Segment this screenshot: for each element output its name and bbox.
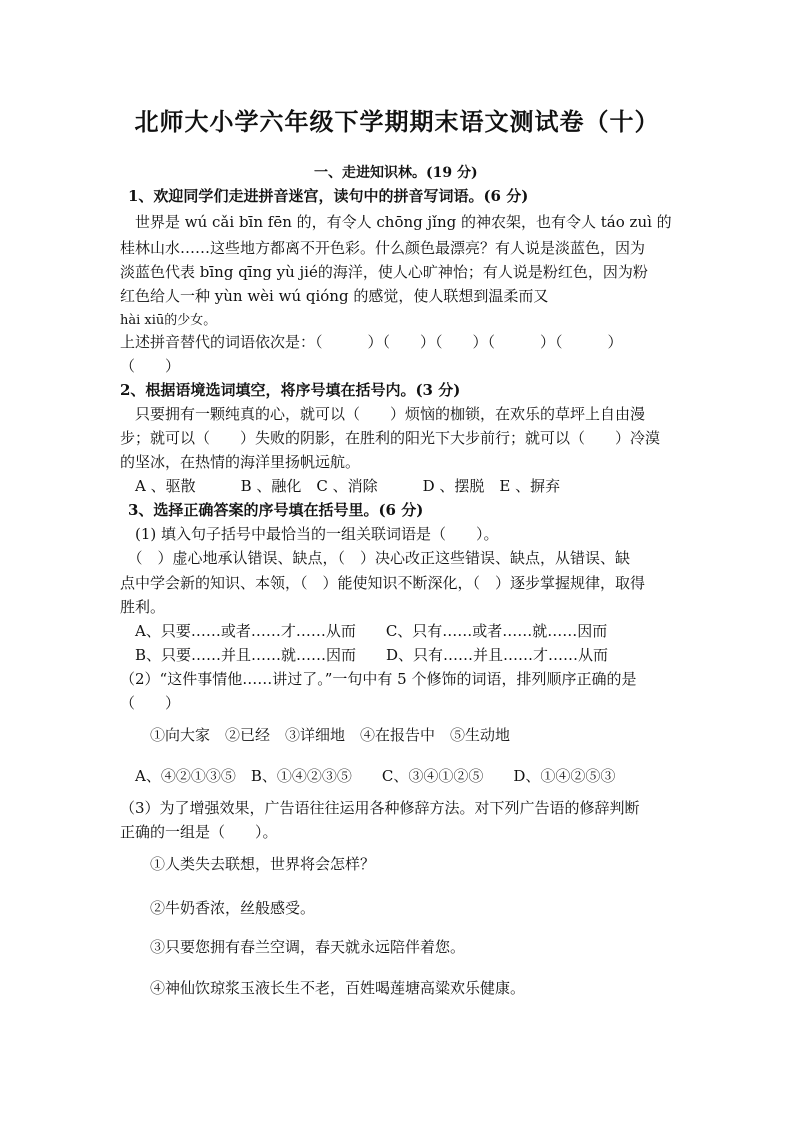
- question-1-text: 桂林山水……这些地方都离不开色彩。什么颜色最漂亮？有人说是淡蓝色，因为: [120, 239, 646, 257]
- question-3-text: (1) 填入句子括号中最恰当的一组关联词语是（ ）。: [120, 525, 499, 543]
- question-1-text: 世界是 wú cǎi bīn fēn 的，有令人 chōng jǐng 的神农架，也有令人 táo zuì 的: [120, 213, 672, 231]
- question-3-options: A、只要……或者……才……从而 C、只有……或者……就……因而: [120, 622, 608, 640]
- question-1-answer-blanks: 上述拼音替代的词语依次是：（ ）（ ）（ ）（ ）（ ）: [120, 333, 623, 351]
- question-2-text: 步；就可以（ ）失败的阴影，在胜利的阳光下大步前行；就可以（ ）冷漠: [120, 429, 661, 447]
- question-3-text: （ ）: [120, 694, 181, 712]
- question-1-heading: 1、欢迎同学们走进拼音迷宫，读句中的拼音写词语。(6 分): [128, 187, 529, 205]
- question-3-item: ①人类失去联想，世界将会怎样？: [120, 855, 376, 873]
- question-3-options: B、只要……并且……就……因而 D、只有……并且……才……从而: [120, 646, 609, 664]
- question-2-text: 只要拥有一颗纯真的心，就可以（ ）烦恼的枷锁，在欢乐的草坪上自由漫: [120, 405, 646, 423]
- question-3-heading: 3、选择正确答案的序号填在括号里。(6 分): [128, 501, 424, 519]
- question-3-text: （3）为了增强效果，广告语往往运用各种修辞方法。对下列广告语的修辞判断: [120, 799, 640, 817]
- question-3-text: 胜利。: [120, 598, 166, 616]
- question-3-item: ②牛奶香浓，丝般感受。: [120, 899, 316, 917]
- question-3-item: ③只要您拥有春兰空调，春天就永远陪伴着您。: [120, 938, 466, 956]
- question-3-text: 点中学会新的知识、本领，（ ）能使知识不断深化，（ ）逐步掌握规律，取得: [120, 574, 646, 592]
- question-3-text: （2）“这件事情他……讲过了。”一句中有 5 个修饰的词语，排列顺序正确的是: [120, 670, 637, 688]
- question-3-item: ④神仙饮琼浆玉液长生不老，百姓喝莲塘高粱欢乐健康。: [120, 979, 526, 997]
- question-3-choices: ①向大家 ②已经 ③详细地 ④在报告中 ⑤生动地: [120, 726, 511, 744]
- question-1-text: 红色给人一种 yùn wèi wú qióng 的感觉，使人联想到温柔而又: [120, 287, 549, 305]
- section-heading: 一、走进知识林。(19 分): [314, 165, 478, 181]
- question-3-text: 正确的一组是（ ）。: [120, 823, 278, 841]
- question-1-text: 淡蓝色代表 bīng qīng yù jié的海洋，使人心旷神怡；有人说是粉红色，因为粉: [120, 263, 648, 281]
- question-2-heading: 2、根据语境选词填空，将序号填在括号内。(3 分): [120, 381, 461, 399]
- question-1-text: hài xiū的少女。: [120, 313, 217, 328]
- question-3-text: （ ）虚心地承认错误、缺点，（ ）决心改正这些错误、缺点，从错误、缺: [120, 549, 631, 567]
- page-title: 北师大小学六年级下学期期末语文测试卷（十）: [134, 107, 660, 136]
- question-3-options: A、④②①③⑤ B、①④②③⑤ C、③④①②⑤ D、①④②⑤③: [120, 767, 616, 785]
- question-2-options: A 、驱散 B 、融化 C 、消除 D 、摆脱 E 、摒弃: [120, 477, 561, 495]
- question-1-answer-blanks: （ ）: [120, 357, 181, 375]
- question-2-text: 的坚冰，在热情的海洋里扬帆远航。: [120, 453, 361, 471]
